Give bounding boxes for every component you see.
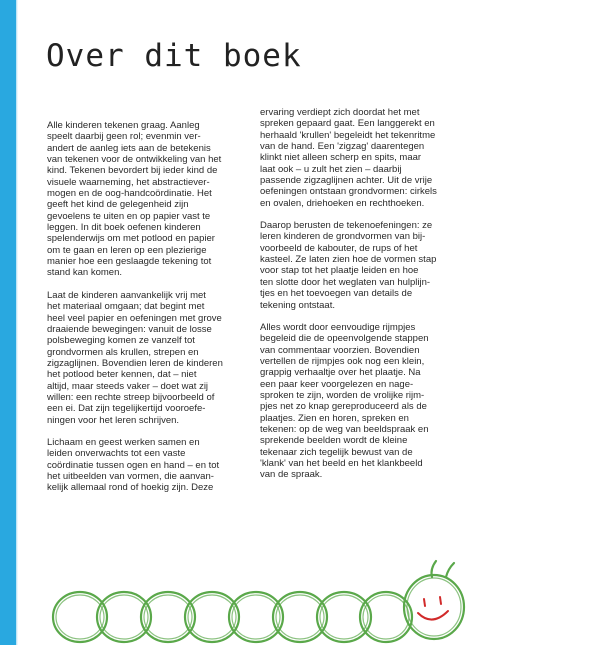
text-line: ningen voor het leren schrijven. <box>47 414 180 426</box>
text-line: leren kinderen de grondvormen van bij- <box>260 231 426 243</box>
caterpillar-body-segment <box>97 592 151 642</box>
text-line: kind. Tekenen bevordert bij ieder kind de <box>47 165 218 177</box>
paragraph <box>260 107 465 209</box>
paragraph <box>47 437 252 494</box>
text-line: van de hand. Een 'zigzag' daarentegen <box>260 141 425 153</box>
text-line: kelijk allemaal rond of hoekig zijn. Deze <box>47 482 214 494</box>
text-line: van de spraak. <box>260 469 323 481</box>
text-line: Laat de kinderen aanvankelijk vrij met <box>47 289 206 301</box>
text-line: kasteel. Ze laten zien hoe de vormen stap <box>260 254 437 266</box>
text-line: tekenen: op de weg van beeldspraak en <box>260 423 429 435</box>
text-line: tjes en het toevoegen van details de <box>260 288 413 300</box>
caterpillar-body-segment <box>229 592 283 642</box>
text-line: Lichaam en geest werken samen en <box>47 436 200 448</box>
blue-page-border <box>0 0 16 645</box>
caterpillar-body-segment <box>185 592 239 642</box>
text-line: van tekenen voor de ontwikkeling van het <box>47 154 222 166</box>
text-line: sproken te zijn, worden de vrolijke rijm- <box>260 389 425 401</box>
text-line: om te gaan en leren op een plezierige <box>47 244 207 256</box>
text-line: leggen. In dit boek oefenen kinderen <box>47 222 201 234</box>
text-line: tekenaar zich tegelijk bewust van de <box>260 446 413 458</box>
text-line: oefeningen ontstaan grondvormen: cirkels <box>260 186 437 198</box>
text-line: spreken gepaard gaat. Een langgerekt en <box>260 118 435 130</box>
caterpillar-illustration <box>40 555 480 645</box>
paragraph <box>260 220 465 311</box>
text-line: ervaring verdiept zich doordat het met <box>260 107 420 118</box>
text-line: voorbeeld de kabouter, de rups of het <box>260 242 418 254</box>
text-line: herhaald 'krullen' begeleidt het tekenritme <box>260 129 436 141</box>
caterpillar-head <box>404 575 464 639</box>
caterpillar-body-segment <box>141 592 195 642</box>
text-line: speelt daarbij geen rol; evenmin ver- <box>47 131 201 143</box>
text-line: willen: een rechte streep bijvoorbeeld of <box>47 391 215 403</box>
paragraph <box>260 322 465 481</box>
text-line: altijd, maar steeds vaker – doet wat zij <box>47 380 209 392</box>
text-line: heel veel papier en oefeningen met grove <box>47 312 222 324</box>
text-line: begeleid die de opeenvolgende stappen <box>260 333 429 345</box>
caterpillar-body-segment <box>273 592 327 642</box>
text-line: een paar keer voorgelezen en nage- <box>260 378 414 390</box>
text-line: mogen en de oog-handcoördinatie. Het <box>47 188 212 200</box>
text-line: een ei. Dat zijn tegelijkertijd vooroefe- <box>47 403 206 415</box>
text-column-right <box>260 107 465 492</box>
text-line: en ovalen, driehoeken en rechthoeken. <box>260 197 425 209</box>
text-line: polsbeweging komen ze vanzelf tot <box>47 335 195 347</box>
text-line: sprekende beelden wordt de kleine <box>260 435 408 447</box>
text-line: draaiende bewegingen: vanuit de losse <box>47 323 212 335</box>
text-line: zigzaglijnen. Bovendien leren de kinderen <box>47 357 223 369</box>
text-line: voor stap tot het plaatje leiden en hoe <box>260 265 419 277</box>
text-line: manier hoe een geslaagde tekening tot <box>47 256 212 268</box>
text-line: het materiaal omgaan; dat begint met <box>47 301 205 313</box>
text-line: laat ook – u zult het zien – daarbij <box>260 163 402 175</box>
text-line: ten slotte door het weglaten van hulplijn- <box>260 276 431 288</box>
text-line: spelenderwijs om met potlood en papier <box>47 233 215 245</box>
text-line: visuele waarneming, het abstractiever- <box>47 176 210 188</box>
text-line: Alle kinderen tekenen graag. Aanleg <box>47 120 200 131</box>
text-column-left <box>47 120 252 505</box>
paragraph <box>47 290 252 426</box>
text-line: pjes net zo knap gereproduceerd als de <box>260 401 427 413</box>
text-line: Daarop berusten de tekenoefeningen: ze <box>260 220 433 232</box>
caterpillar-body-segment <box>53 592 107 642</box>
text-line: grondvormen als krullen, strepen en <box>47 346 199 358</box>
text-line: stand kan komen. <box>47 267 122 279</box>
text-line: het uitbeelden van vormen, die aanvan- <box>47 470 214 482</box>
paragraph <box>47 120 252 279</box>
text-line: andert de aanleg iets aan de betekenis <box>47 142 211 154</box>
text-line: leiden onverwachts tot een vaste <box>47 448 186 460</box>
text-line: tekening ontstaat. <box>260 299 335 311</box>
text-line: geeft het kind de gelegenheid zijn <box>47 199 189 211</box>
text-line: Alles wordt door eenvoudige rijmpjes <box>260 321 416 333</box>
text-line: grappig verhaaltje over het plaatje. Na <box>260 367 421 379</box>
text-line: plaatjes. Zien en horen, spreken en <box>260 412 409 424</box>
text-line: klinkt niet alleen scherp en spits, maar <box>260 152 422 164</box>
text-line: 'klank' van het beeld en het klankbeeld <box>260 457 423 469</box>
page-title: Over dit boek <box>46 38 302 74</box>
text-line: het potlood beter kennen, dat – niet <box>47 369 197 381</box>
text-line: gevoelens te uiten en op papier vast te <box>47 210 211 222</box>
text-line: coördinatie tussen ogen en hand – en tot <box>47 459 220 471</box>
text-line: van commentaar voorzien. Bovendien <box>260 344 420 356</box>
text-line: vertellen de rijmpjes ook nog een klein, <box>260 355 425 367</box>
smiley-face-icon <box>418 597 448 620</box>
text-line: passende zigzaglijnen achter. Uit de vrije <box>260 175 433 187</box>
